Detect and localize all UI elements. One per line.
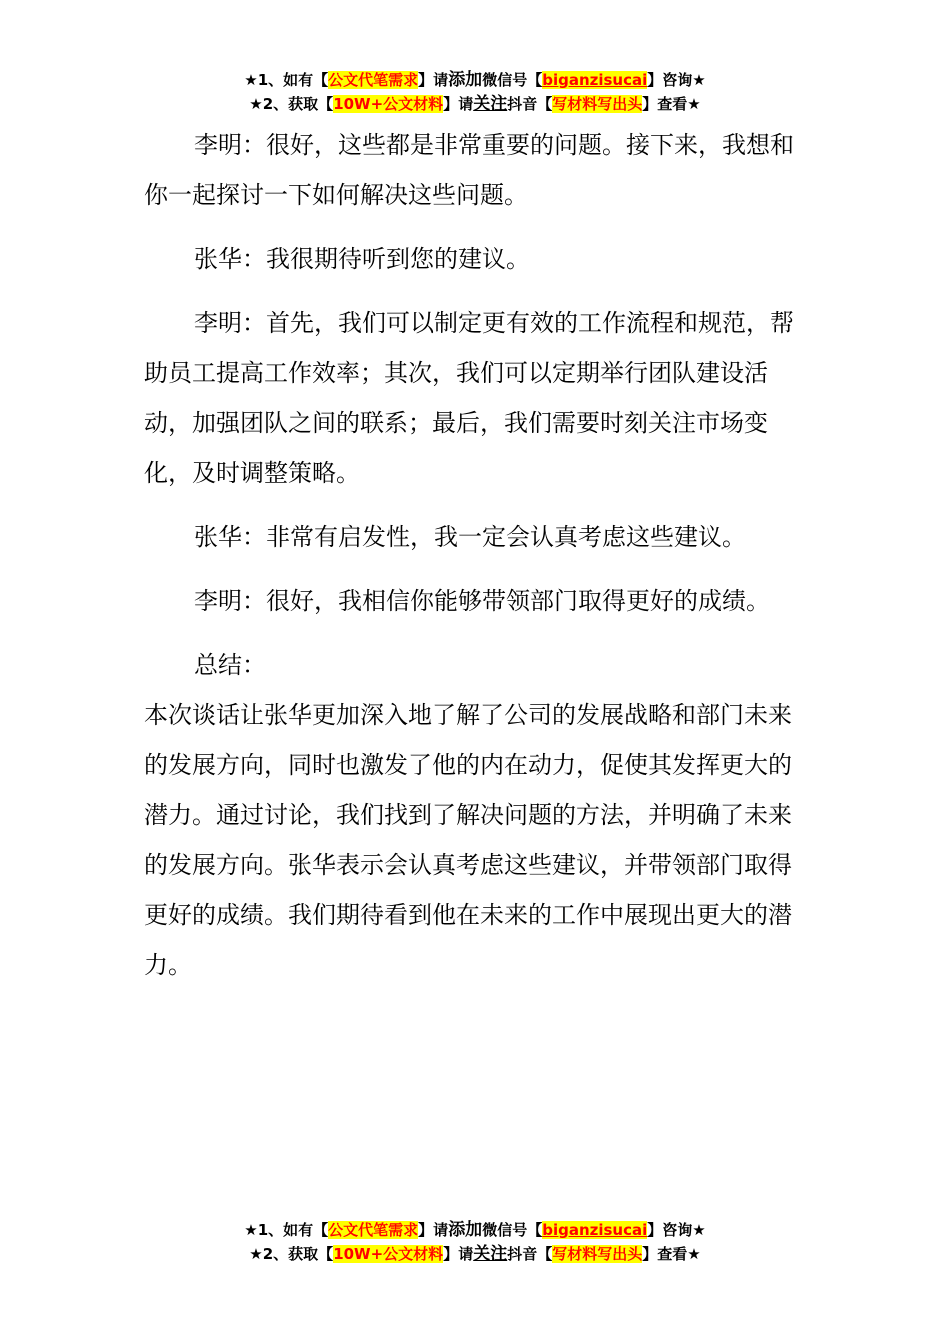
emphasis-text: 添加 — [448, 70, 483, 90]
banner-text: 】请 — [418, 71, 449, 89]
douyin-account: 写材料写出头 — [552, 1245, 643, 1263]
paragraph: 李明：很好，我相信你能够带领部门取得更好的成绩。 — [194, 587, 770, 615]
banner-text: 微信号【 — [482, 1221, 543, 1239]
banner-text: ★2、获取【 — [249, 95, 334, 113]
emphasis-text: 添加 — [448, 1220, 483, 1240]
banner-line-1 — [0, 68, 950, 92]
banner-line-2 — [0, 1242, 950, 1266]
wechat-id: biganzisucai — [542, 1221, 648, 1239]
wechat-id: biganzisucai — [542, 71, 648, 89]
paragraph: 张华：我很期待听到您的建议。 — [194, 245, 530, 273]
banner-text: ★1、如有【 — [244, 71, 329, 89]
banner-text: 微信号【 — [482, 71, 543, 89]
highlight-service: 公文代笔需求 — [328, 1221, 419, 1239]
emphasis-text: 关注 — [473, 94, 508, 114]
banner-text: 抖音【 — [507, 1245, 553, 1263]
banner-text: 】咨询★ — [647, 71, 706, 89]
highlight-materials: 10W+公文材料 — [333, 95, 444, 113]
document-body — [144, 120, 812, 990]
summary-paragraph: 本次谈话让张华更加深入地了解了公司的发展战略和部门未来的发展方向，同时也激发了他的内在动力，促使其发挥更大的潜力。通过讨论，我们找到了解决问题的方法，并明确了未来的发展方向。张华表示会认真考虑这些建议，并带领部门取得更好的成绩。我们期待看到他在未来的工作中展现出更大的潜力。 — [144, 701, 792, 979]
banner-line-1 — [0, 1218, 950, 1242]
banner-text: 】请 — [418, 1221, 449, 1239]
header-banner — [0, 68, 950, 116]
banner-text: 】查看★ — [642, 95, 701, 113]
highlight-materials: 10W+公文材料 — [333, 1245, 444, 1263]
banner-text: ★1、如有【 — [244, 1221, 329, 1239]
banner-line-2 — [0, 92, 950, 116]
banner-text: 】请 — [443, 1245, 474, 1263]
emphasis-text: 关注 — [473, 1244, 508, 1264]
summary-heading: 总结： — [194, 651, 266, 679]
banner-text: 】请 — [443, 95, 474, 113]
banner-text: 】咨询★ — [647, 1221, 706, 1239]
banner-text: 抖音【 — [507, 95, 553, 113]
banner-text: ★2、获取【 — [249, 1245, 334, 1263]
paragraph: 张华：非常有启发性，我一定会认真考虑这些建议。 — [194, 523, 746, 551]
paragraph: 李明：很好，这些都是非常重要的问题。接下来，我想和你一起探讨一下如何解决这些问题。 — [144, 131, 794, 209]
paragraph: 李明：首先，我们可以制定更有效的工作流程和规范，帮助员工提高工作效率；其次，我们可以定期举行团队建设活动，加强团队之间的联系；最后，我们需要时刻关注市场变化，及时调整策略。 — [144, 309, 794, 487]
banner-text: 】查看★ — [642, 1245, 701, 1263]
douyin-account: 写材料写出头 — [552, 95, 643, 113]
footer-banner — [0, 1218, 950, 1266]
highlight-service: 公文代笔需求 — [328, 71, 419, 89]
